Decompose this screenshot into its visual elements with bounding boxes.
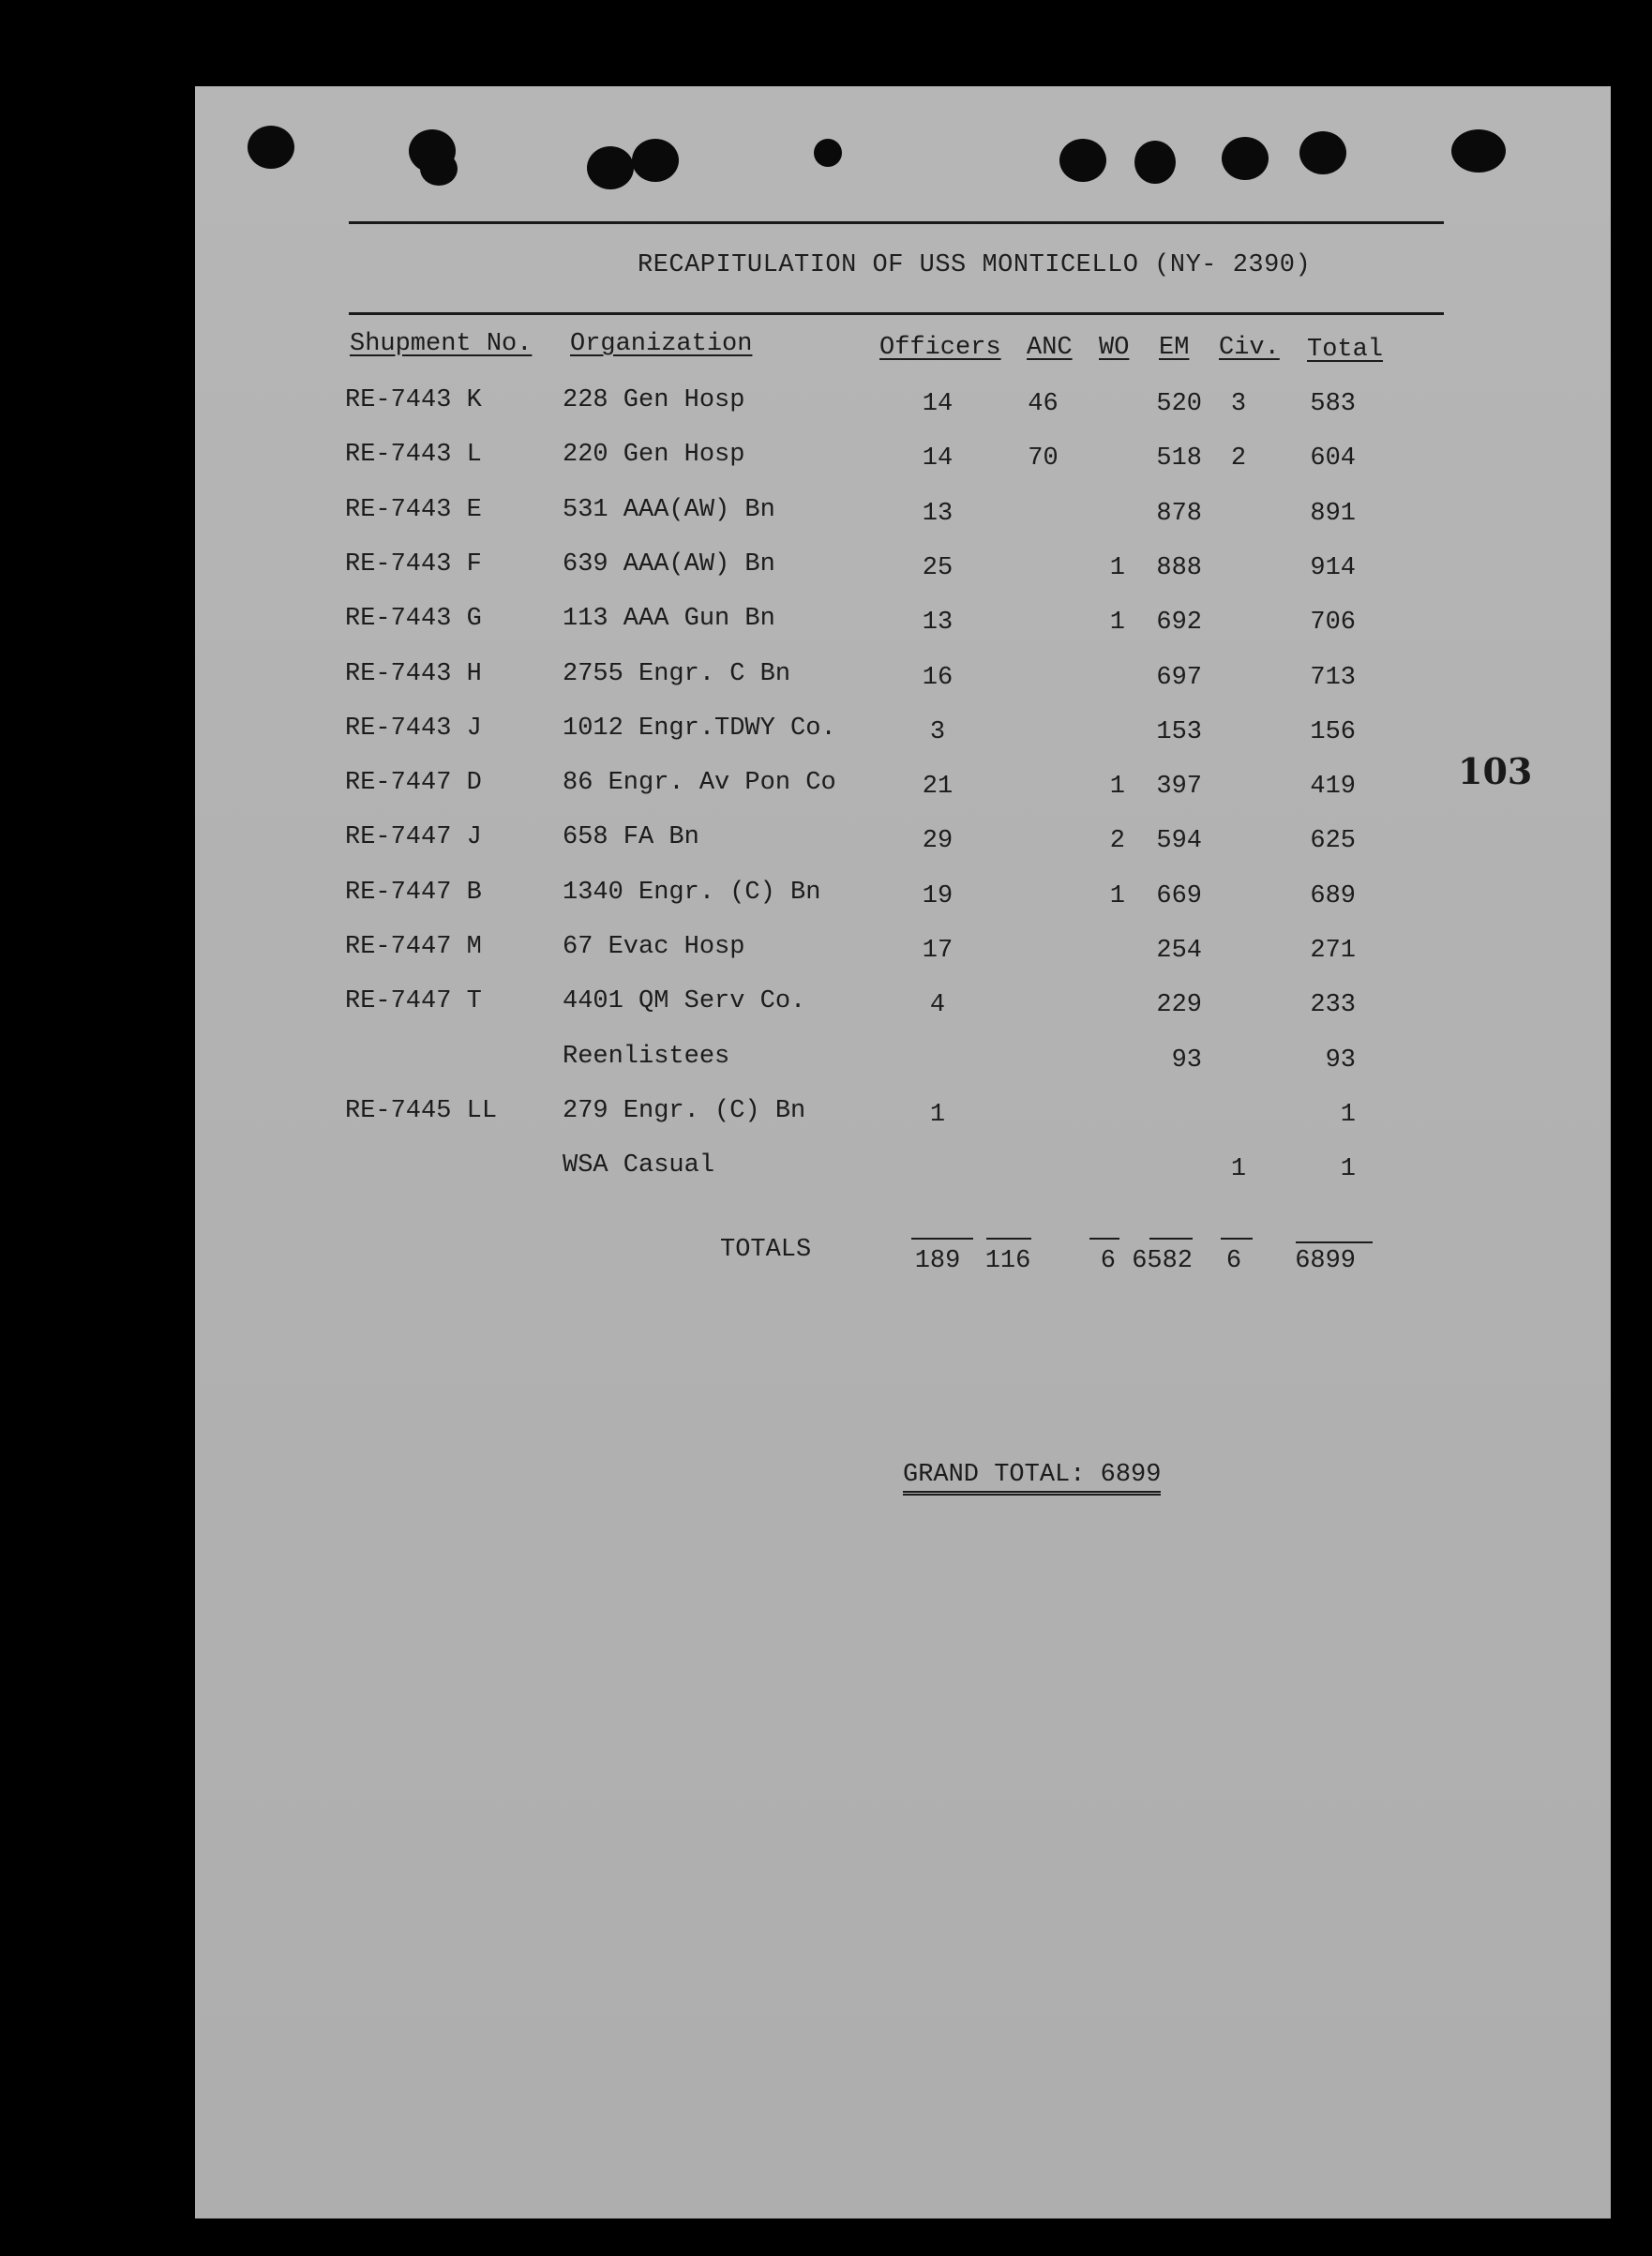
cell-total: 706 — [1310, 609, 1356, 637]
cell-organization: 531 AAA(AW) Bn — [563, 496, 775, 524]
header-civ: Civ. — [1219, 334, 1280, 362]
cell-organization: WSA Casual — [563, 1151, 715, 1180]
cell-shipment: RE-7447 M — [345, 933, 482, 961]
cell-shipment: RE-7443 K — [345, 386, 482, 414]
totals-em: 6582 — [1132, 1247, 1193, 1275]
cell-wo: 2 — [1109, 827, 1125, 855]
page-number: 103 — [1458, 750, 1533, 792]
cell-organization: 2755 Engr. C Bn — [563, 660, 791, 688]
header-officers: Officers — [879, 334, 1001, 362]
punch-hole — [420, 152, 458, 186]
cell-total: 1 — [1340, 1155, 1356, 1183]
header-organization: Organization — [570, 330, 753, 358]
cell-total: 1 — [1340, 1101, 1356, 1129]
cell-officers: 19 — [922, 882, 954, 910]
cell-total: 689 — [1310, 882, 1356, 910]
cell-organization: 1012 Engr.TDWY Co. — [563, 714, 836, 743]
totals-label: TOTALS — [720, 1236, 812, 1264]
punch-hole — [248, 126, 294, 169]
cell-total: 914 — [1310, 554, 1356, 582]
cell-organization: 67 Evac Hosp — [563, 933, 745, 961]
punch-hole — [814, 139, 842, 167]
cell-shipment: RE-7445 LL — [345, 1097, 498, 1125]
cell-total: 156 — [1310, 718, 1356, 746]
cell-organization: Reenlistees — [563, 1043, 730, 1071]
grand-total — [903, 1461, 1161, 1496]
cell-shipment: RE-7443 J — [345, 714, 482, 743]
cell-shipment: RE-7443 G — [345, 605, 482, 633]
cell-organization: 1340 Engr. (C) Bn — [563, 879, 821, 907]
title-bottom-rule — [349, 312, 1444, 315]
cell-total: 891 — [1310, 500, 1356, 528]
totals-rule — [986, 1238, 1031, 1240]
cell-civ: 1 — [1230, 1155, 1247, 1183]
grand-total-label: GRAND TOTAL: — [903, 1461, 1086, 1489]
cell-civ: 2 — [1230, 444, 1247, 473]
cell-shipment: RE-7443 L — [345, 441, 482, 469]
cell-officers: 4 — [929, 991, 946, 1019]
cell-em: 229 — [1156, 991, 1202, 1019]
cell-total: 583 — [1310, 390, 1356, 418]
cell-total: 233 — [1310, 991, 1356, 1019]
cell-em: 697 — [1156, 664, 1202, 692]
cell-officers: 29 — [922, 827, 954, 855]
cell-total: 271 — [1310, 937, 1356, 965]
header-anc: ANC — [1027, 334, 1073, 362]
cell-wo: 1 — [1109, 554, 1125, 582]
cell-em: 518 — [1156, 444, 1202, 473]
cell-anc: 70 — [1028, 444, 1059, 473]
cell-officers: 1 — [929, 1101, 946, 1129]
title-top-rule — [349, 221, 1444, 224]
cell-organization: 639 AAA(AW) Bn — [563, 550, 775, 579]
cell-wo: 1 — [1109, 609, 1125, 637]
punch-hole — [1451, 129, 1506, 173]
grand-total-value: 6899 — [1100, 1461, 1162, 1489]
cell-officers: 14 — [922, 444, 954, 473]
cell-total: 93 — [1325, 1046, 1356, 1075]
cell-wo: 1 — [1109, 773, 1125, 801]
totals-rule — [1149, 1238, 1193, 1240]
cell-total: 713 — [1310, 664, 1356, 692]
cell-civ: 3 — [1230, 390, 1247, 418]
cell-officers: 17 — [922, 937, 954, 965]
cell-em: 888 — [1156, 554, 1202, 582]
cell-shipment: RE-7443 F — [345, 550, 482, 579]
cell-em: 254 — [1156, 937, 1202, 965]
cell-organization: 220 Gen Hosp — [563, 441, 745, 469]
punch-hole — [587, 146, 634, 189]
cell-total: 419 — [1310, 773, 1356, 801]
cell-organization: 658 FA Bn — [563, 823, 699, 851]
totals-anc: 116 — [984, 1247, 1031, 1275]
cell-officers: 25 — [922, 554, 954, 582]
cell-wo: 1 — [1109, 882, 1125, 910]
header-em: EM — [1159, 334, 1190, 362]
cell-shipment: RE-7447 J — [345, 823, 482, 851]
cell-shipment: RE-7447 T — [345, 987, 482, 1015]
punch-hole — [1134, 141, 1176, 184]
cell-officers: 13 — [922, 500, 954, 528]
cell-officers: 14 — [922, 390, 954, 418]
cell-total: 604 — [1310, 444, 1356, 473]
totals-wo: 6 — [1100, 1247, 1116, 1275]
totals-rule — [1221, 1238, 1253, 1240]
cell-anc: 46 — [1028, 390, 1059, 418]
punch-hole — [1222, 137, 1269, 180]
cell-em: 397 — [1156, 773, 1202, 801]
header-total: Total — [1307, 336, 1384, 364]
punch-hole — [1299, 131, 1346, 174]
cell-shipment: RE-7443 E — [345, 496, 482, 524]
cell-organization: 4401 QM Serv Co. — [563, 987, 806, 1015]
totals-total: 6899 — [1295, 1247, 1356, 1275]
punch-hole — [632, 139, 679, 182]
totals-rule — [911, 1238, 973, 1240]
totals-rule — [1089, 1238, 1119, 1240]
cell-em: 669 — [1156, 882, 1202, 910]
cell-em: 878 — [1156, 500, 1202, 528]
cell-officers: 13 — [922, 609, 954, 637]
cell-organization: 279 Engr. (C) Bn — [563, 1097, 806, 1125]
cell-officers: 21 — [922, 773, 954, 801]
cell-officers: 16 — [922, 664, 954, 692]
cell-organization: 113 AAA Gun Bn — [563, 605, 775, 633]
totals-officers: 189 — [914, 1247, 961, 1275]
cell-organization: 228 Gen Hosp — [563, 386, 745, 414]
cell-officers: 3 — [929, 718, 946, 746]
cell-total: 625 — [1310, 827, 1356, 855]
totals-rule — [1296, 1241, 1373, 1243]
header-shipment: Shupment No. — [350, 330, 533, 358]
cell-em: 153 — [1156, 718, 1202, 746]
totals-civ: 6 — [1225, 1247, 1242, 1275]
cell-em: 692 — [1156, 609, 1202, 637]
cell-shipment: RE-7447 B — [345, 879, 482, 907]
cell-shipment: RE-7443 H — [345, 660, 482, 688]
cell-em: 520 — [1156, 390, 1202, 418]
cell-em: 594 — [1156, 827, 1202, 855]
cell-shipment: RE-7447 D — [345, 769, 482, 797]
document-title: RECAPITULATION OF USS MONTICELLO (NY- 2390) — [638, 251, 1312, 279]
header-wo: WO — [1099, 334, 1130, 362]
punch-hole — [1059, 139, 1106, 182]
cell-em: 93 — [1171, 1046, 1202, 1075]
cell-organization: 86 Engr. Av Pon Co — [563, 769, 836, 797]
